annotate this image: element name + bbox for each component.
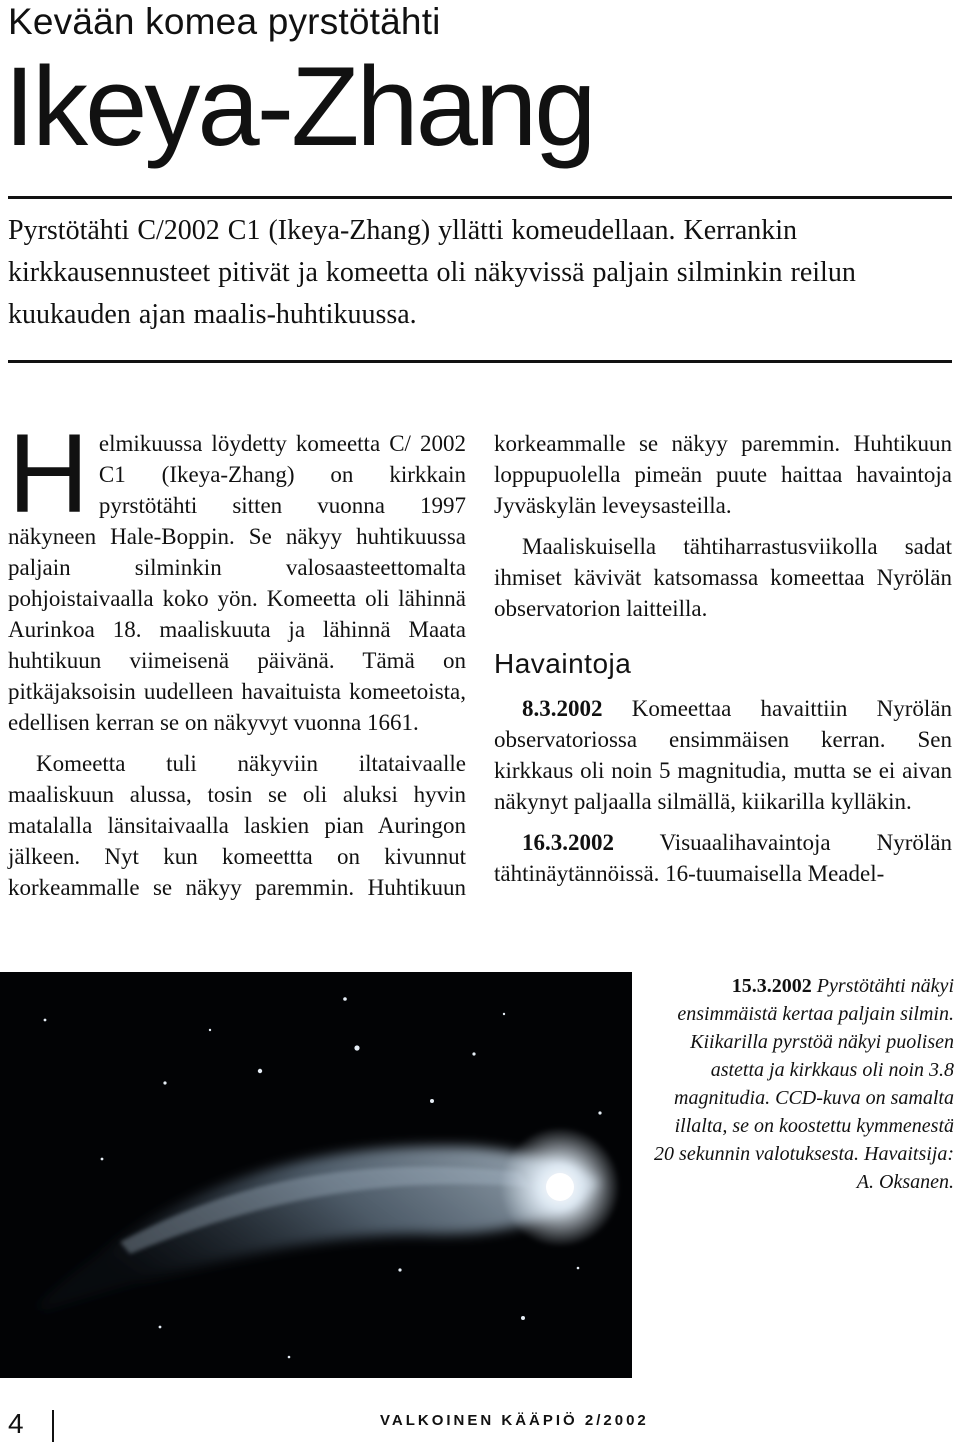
lead-paragraph: Pyrstötähti C/2002 C1 (Ikeya-Zhang) yllätti komeudellaan. Kerrankin kirkkausennusteet pitivät ja komeetta oli näkyvissä paljain silminkin reilun kuukauden ajan maalis-huhtikuussa.: [8, 215, 856, 330]
column-mask: [0, 904, 480, 964]
observation-2: [494, 827, 952, 889]
observation-1-date: 8.3.2002: [522, 696, 603, 721]
right-column-content: [494, 428, 952, 889]
observation-2-date: 16.3.2002: [522, 830, 614, 855]
paragraph-1-text: elmikuussa löydetty komeetta C/ 2002 C1 (Ikeya-Zhang) on kirkkain pyrstötähti sitten vuonna 1997 näkyneen Hale-Boppin. Se näkyy huhtikuussa paljain silminkin valosaasteettomalta pohjoistaivaalla koko yön. Komeetta oli lähinnä Aurinkoa 18. maaliskuuta ja lähinnä Maata huhtikuun viimeisenä päivänä. Tämä on pitkäjaksoisin uudelleen havaituista komeetoista, edellisen kerran se on näkyvyt vuonna 1661.: [8, 431, 466, 735]
paragraph-2: Komeetta tuli näkyviin iltataivaalle maaliskuun alussa, tosin se oli aluksi hyvin matalalla länsitaivaalla laskien pian Auringon jälkeen. Nyt kun komeettta on kivunnut korkeammalle se näkyy paremmin. Huhtikuun: [8, 751, 466, 900]
page-number: 4: [8, 1408, 24, 1439]
footer-divider: [52, 1410, 54, 1442]
observation-1-text: Komeettaa havaittiin Nyrölän observatoriossa ensimmäisen kerran. Sen kirkkaus oli noin 5 magnitudia, mutta se ei aivan näkynyt paljaalla silmällä, kiikarilla kylläkin.: [494, 696, 952, 814]
observation-2-text: Visuaalihavaintoja Nyrölän tähtinäytännöissä. 16-tuumaisella Meadel-: [494, 830, 952, 886]
drop-cap: H: [8, 411, 89, 536]
article-title: Ikeya-Zhang: [4, 44, 594, 169]
lead-rule: [8, 360, 952, 363]
article-column-left: [8, 411, 466, 965]
caption-text: Pyrstötähti näkyi ensimmäistä kertaa paljain silmin. Kiikarilla pyrstöä näkyi puolisen astetta ja kirkkaus oli noin 3.8 magnitudia. CCD-kuva on samalta illalta, se on koostettu kymmenestä 20 sekunnin valotuksesta. Havaitsija: A. Oksanen.: [654, 975, 954, 1193]
paragraph-3: Maaliskuisella tähtiharrastusviikolla sadat ihmiset kävivät katsomassa komeettaa Nyrölän observatorion laitteilla.: [494, 534, 952, 621]
comet-photo: [0, 972, 632, 1378]
magazine-footer: VALKOINEN KÄÄPIÖ 2/2002: [380, 1412, 649, 1429]
observation-1: [494, 693, 952, 817]
article-kicker: Kevään komea pyrstötähti: [8, 1, 441, 42]
section-heading: Havaintoja: [494, 648, 632, 679]
top-rule: [8, 196, 952, 199]
comet-image: [0, 972, 632, 1378]
caption-date: 15.3.2002: [731, 975, 812, 997]
paragraph-1: [8, 411, 466, 738]
photo-caption: [654, 972, 954, 1196]
paragraph-2-continuation: korkeammalle se näkyy paremmin. Huhtikuun loppupuolella pimeän puute haittaa havaintoja Jyväskylän leveysasteilla.: [494, 431, 952, 518]
